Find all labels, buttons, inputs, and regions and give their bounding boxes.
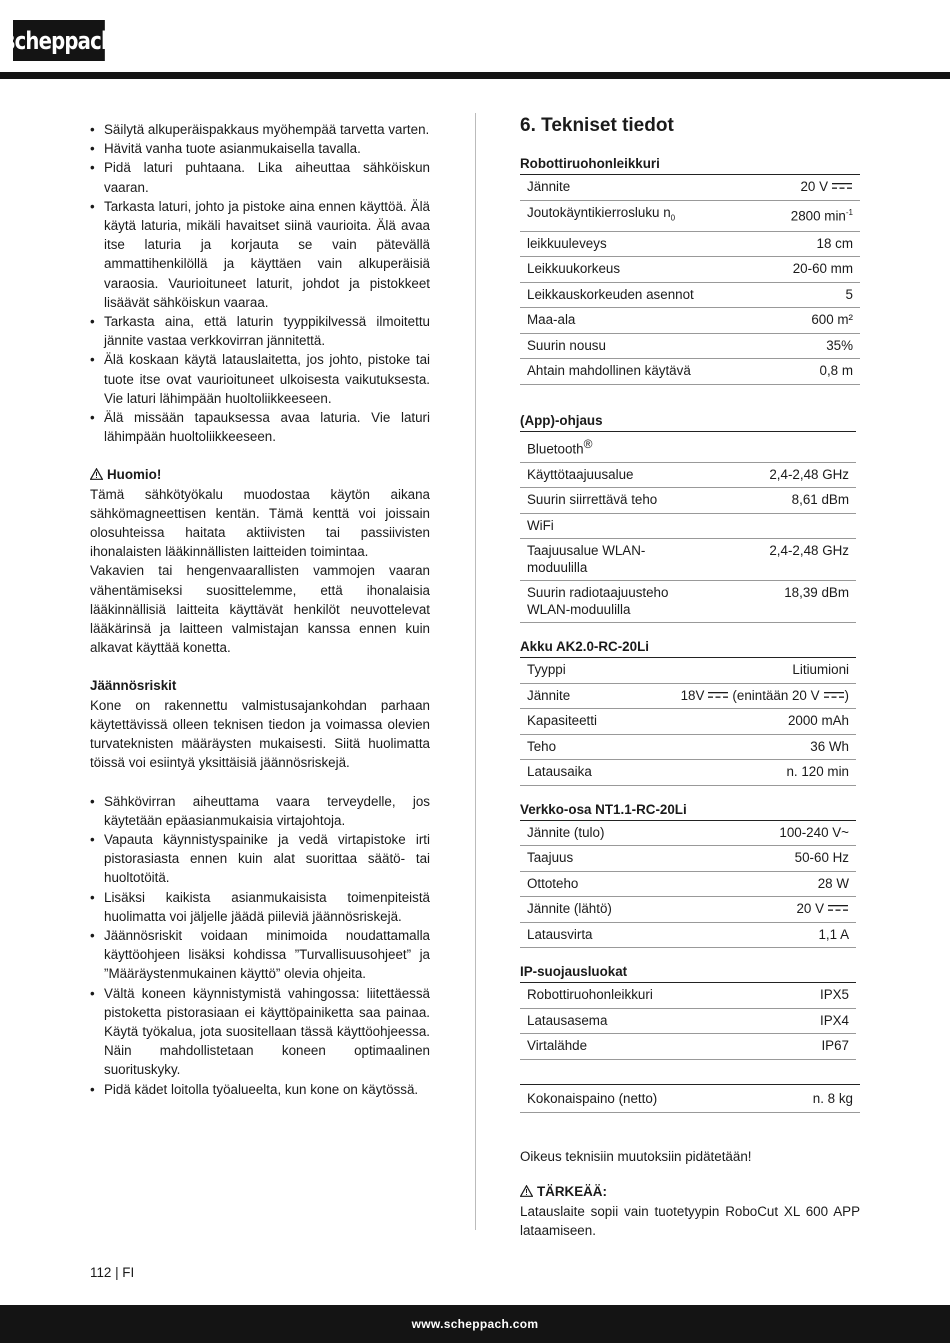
list-item: • Älä missään tapauksessa avaa laturia. Vie laturi lähimpään huoltoliikkeeseen. bbox=[90, 408, 430, 446]
app-table bbox=[520, 413, 856, 623]
residual-risks-list bbox=[90, 792, 430, 1099]
important-heading: TÄRKEÄÄ: bbox=[520, 1182, 860, 1201]
warning-triangle-icon bbox=[520, 1185, 533, 1197]
dc-symbol-icon bbox=[707, 691, 729, 700]
list-item: • Tarkasta aina, että laturin tyyppikilvessä ilmoitettu jännite vastaa verkkovirran jännitettä. bbox=[90, 312, 430, 350]
table-row: Teho 36 Wh bbox=[520, 735, 856, 761]
table-row: Kapasiteetti 2000 mAh bbox=[520, 709, 856, 735]
mower-table bbox=[520, 156, 860, 385]
changes-note: Oikeus teknisiin muutoksiin pidätetään! bbox=[520, 1149, 752, 1165]
list-item: • Hävitä vanha tuote asianmukaisella tavalla. bbox=[90, 139, 430, 158]
list-item: • Vältä koneen käynnistymistä vahingossa: liitettäessä pistoketta pistorasiaan ei käyttöpainiketta saa painaa. Käytä työkalua, jota suositellaan tässä käyttöohjeessa. Näin mahdollistetaan koneen optimaalinen suorituskyky. bbox=[90, 984, 430, 1080]
table-row: Latausasema IPX4 bbox=[520, 1009, 856, 1035]
list-item: • Lisäksi kaikista asianmukaisista toimenpiteistä huolimatta voi jäljelle jäädä piileviä jäännösriskejä. bbox=[90, 888, 430, 926]
table-row: Jännite 20 V bbox=[520, 175, 860, 201]
table-row: Leikkauskorkeuden asennot 5 bbox=[520, 283, 860, 309]
table-heading: Robottiruohonleikkuri bbox=[520, 156, 860, 175]
list-item: • Jäännösriskit voidaan minimoida noudattamalla käyttöohjeen lisäksi kohdissa ”Turvallisuusohjeet” ja ”Määräystenmukainen käyttö” olevia ohjeita. bbox=[90, 926, 430, 984]
dc-symbol-icon bbox=[827, 904, 849, 913]
important-text: Latauslaite sopii vain tuotetyypin RoboCut XL 600 APP lataamiseen. bbox=[520, 1203, 860, 1238]
table-heading: (App)-ohjaus bbox=[520, 413, 856, 432]
dc-symbol-icon bbox=[831, 182, 853, 191]
psu-table bbox=[520, 802, 856, 949]
table-row: Latausaika n. 120 min bbox=[520, 760, 856, 786]
table-row: Tyyppi Litiumioni bbox=[520, 658, 856, 684]
table-row: Maa-ala 600 m² bbox=[520, 308, 860, 334]
list-item: • Älä koskaan käytä latauslaitetta, jos johto, pistoke tai tuote itse ovat vaurioituneet ulkoisesta vaikutuksesta. Vie laturi lähimpään huoltoliikkeeseen. bbox=[90, 350, 430, 408]
weight-table bbox=[520, 1084, 860, 1114]
list-item: • Säilytä alkuperäispakkaus myöhempää tarvetta varten. bbox=[90, 120, 430, 139]
table-row: Virtalähde IP67 bbox=[520, 1034, 856, 1060]
table-row: Ottoteho 28 W bbox=[520, 872, 856, 898]
notice-paragraph: Vakavien tai hengenvaarallisten vammojen vaaran vähentämiseksi suosittelemme, että ihonalaisia lääkinnällisiä laitteita käyttävät henkilöt neuvottelevat lääkärinsä ja laitteen valmistajan kanssa ennen kuin alkavat käyttää konetta. bbox=[90, 563, 430, 656]
scheppach-logo: scheppach bbox=[13, 20, 105, 61]
right-column bbox=[520, 115, 860, 1240]
table-row: WiFi bbox=[520, 514, 856, 540]
warning-triangle-icon bbox=[90, 468, 103, 480]
table-row: Jännite 18V (enintään 20 V ) bbox=[520, 684, 856, 710]
header-rule bbox=[0, 72, 950, 79]
table-row: Suurin siirrettävä teho 8,61 dBm bbox=[520, 488, 856, 514]
table-row: Jännite (lähtö) 20 V bbox=[520, 897, 856, 923]
list-item: • Tarkasta laturi, johto ja pistoke aina ennen käyttöä. Älä käytä laturia, mikäli havaitset siinä vaurioita. Älä avaa itse laturia ja korjauta se vain pätevällä ammattihenkilöllä ja käyttäen vain alkuperäisiä varaosia. Vaurioituneet laturit, johdot ja pistokkeet lisäävät sähköiskun vaaraa. bbox=[90, 197, 430, 312]
table-row: Ahtain mahdollinen käytävä 0,8 m bbox=[520, 359, 860, 385]
table-row: Taajuus 50-60 Hz bbox=[520, 846, 856, 872]
table-row: Käyttötaajuusalue 2,4-2,48 GHz bbox=[520, 463, 856, 489]
dc-symbol-icon bbox=[823, 691, 845, 700]
residual-risks-paragraph: Kone on rakennettu valmistusajankohdan parhaan käytettävissä olleen teknisen tiedon ja voimassa olevien turvateknisten määräysten mukaisesti. Siitä huolimatta töissä voi esiintyä yksittäisiä jäännösriskejä. bbox=[90, 697, 430, 771]
residual-risks-heading: Jäännösriskit bbox=[90, 678, 177, 694]
left-column bbox=[90, 120, 430, 1099]
table-row: Latausvirta 1,1 A bbox=[520, 923, 856, 949]
list-item: • Vapauta käynnistyspainike ja vedä virtapistoke irti pistorasiasta ennen kuin alat suorittaa säätö- tai huoltotöitä. bbox=[90, 830, 430, 888]
table-row: Suurin radiotaajuusteho WLAN-moduulilla 18,39 dBm bbox=[520, 581, 856, 623]
page-number: 112 | FI bbox=[90, 1265, 135, 1280]
table-row: Taajuusalue WLAN-moduulilla 2,4-2,48 GHz bbox=[520, 539, 856, 581]
column-divider bbox=[475, 113, 476, 1230]
table-row: Suurin nousu 35% bbox=[520, 334, 860, 360]
section-title: 6. Tekniset tiedot bbox=[520, 115, 674, 136]
list-item: • Sähkövirran aiheuttama vaara terveydelle, jos käytetään epäasianmukaisia virtajohtoja. bbox=[90, 792, 430, 830]
ip-table bbox=[520, 964, 856, 1060]
website-link[interactable]: www.scheppach.com bbox=[411, 1317, 539, 1331]
table-row: Bluetooth® bbox=[520, 432, 856, 463]
table-row: Leikkuukorkeus 20-60 mm bbox=[520, 257, 860, 283]
list-item: • Pidä kädet loitolla työalueelta, kun kone on käytössä. bbox=[90, 1080, 430, 1099]
table-row: leikkuuleveys 18 cm bbox=[520, 232, 860, 258]
battery-table bbox=[520, 639, 856, 786]
table-row: Robottiruohonleikkuri IPX5 bbox=[520, 983, 856, 1009]
table-heading: Akku AK2.0-RC-20Li bbox=[520, 639, 856, 658]
footer-bar bbox=[0, 1305, 950, 1343]
safety-list bbox=[90, 120, 430, 446]
table-heading: IP-suojausluokat bbox=[520, 964, 856, 983]
table-row: Kokonaispaino (netto) n. 8 kg bbox=[520, 1085, 860, 1114]
list-item: • Pidä laturi puhtaana. Lika aiheuttaa sähköiskun vaaran. bbox=[90, 158, 430, 196]
notice-heading: Huomio! bbox=[90, 465, 430, 484]
table-row: Jännite (tulo) 100-240 V~ bbox=[520, 821, 856, 847]
notice-paragraph: Tämä sähkötyökalu muodostaa käytön aikana sähkömagneettisen kentän. Tämä kenttä voi joissain olosuhteissa haitata aktiivisten tai passiivisten ihonalaisten lääkinnällisten laitteiden toimintaa. bbox=[90, 486, 430, 560]
table-row: Joutokäyntikierrosluku $n_0$ 2800 $\min^{-1}$ bbox=[520, 201, 860, 232]
table-heading: Verkko-osa NT1.1-RC-20Li bbox=[520, 802, 856, 821]
